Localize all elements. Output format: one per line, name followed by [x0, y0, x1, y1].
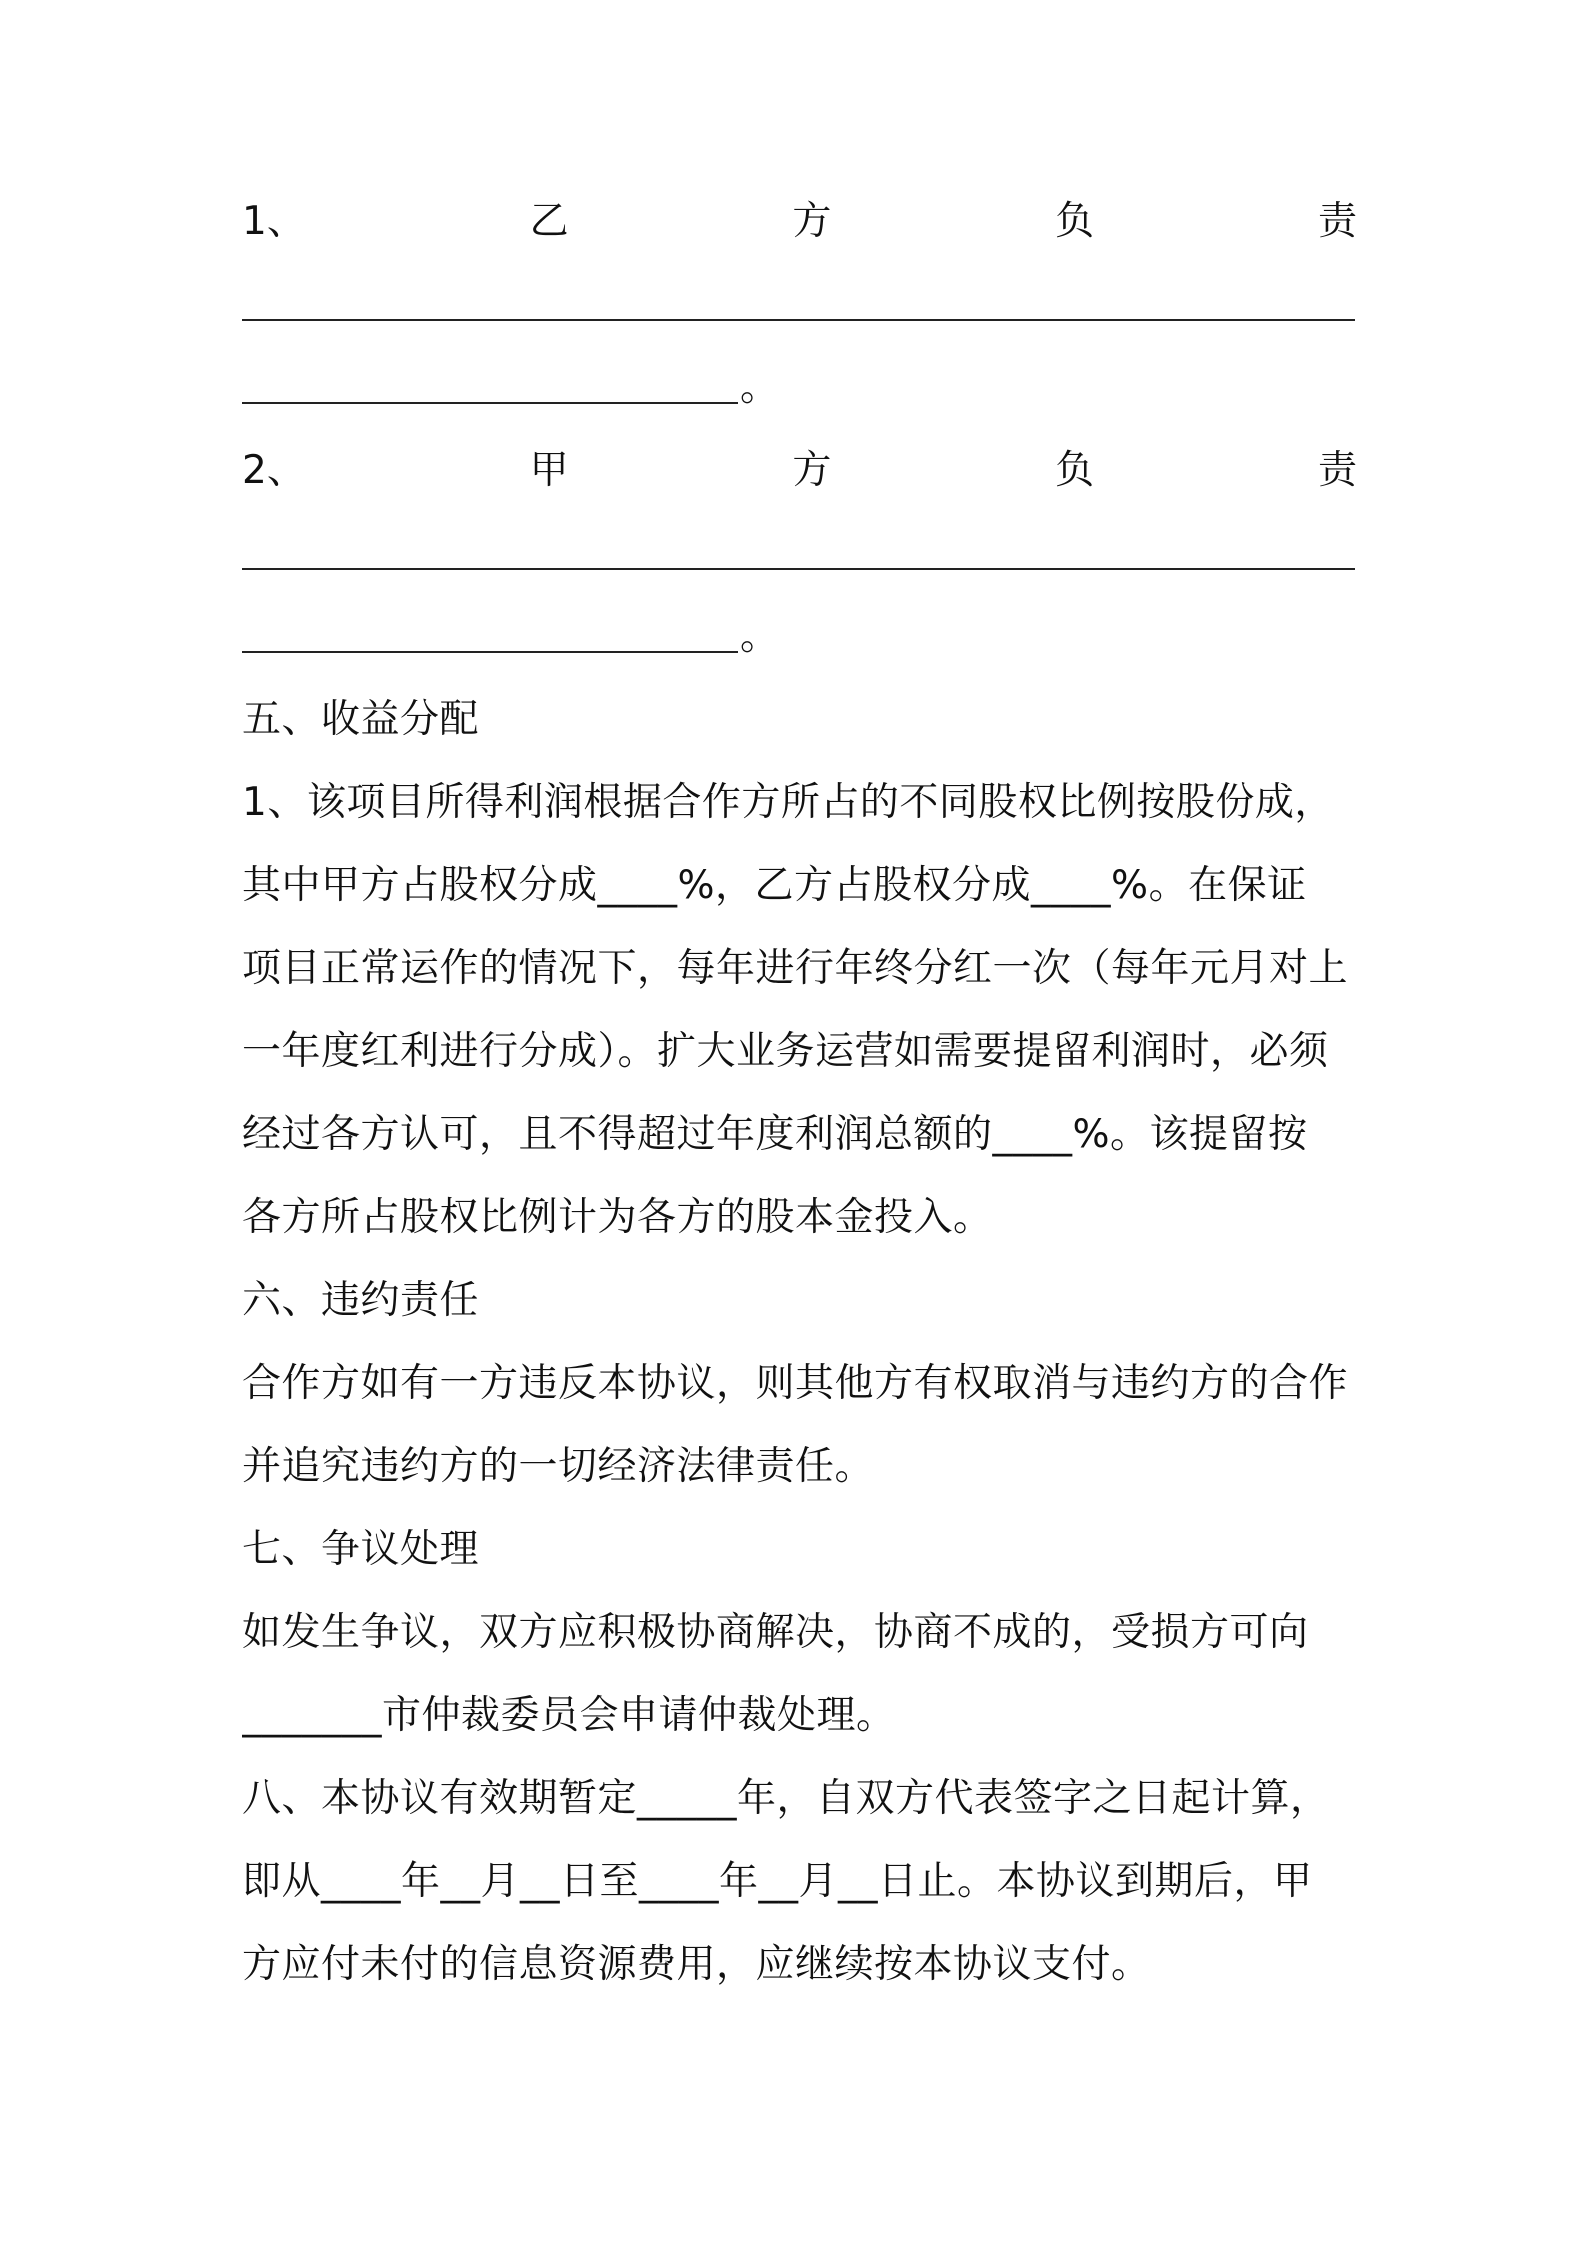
section-heading-dispute: 七、争议处理 [242, 1527, 480, 1572]
paragraph-line: 各方所占股权比例计为各方的股本金投入。 [242, 1195, 993, 1240]
paragraph-line: 合作方如有一方违反本协议，则其他方有权取消与违约方的合作 [242, 1361, 1349, 1406]
section-heading-breach: 六、违约责任 [242, 1278, 480, 1323]
item-2-char: 甲 [529, 448, 569, 493]
item-1-char: 责 [1317, 199, 1357, 244]
paragraph-line: 一年度红利进行分成）。扩大业务运营如需要提留利润时，必须 [242, 1029, 1329, 1074]
item-2-period: 。 [740, 614, 780, 659]
paragraph-line-validity: 八、本协议有效期暂定_____年，自双方代表签字之日起计算， [242, 1776, 1330, 1821]
item-1-number: 1、 [242, 199, 306, 244]
item-1-char: 乙 [529, 199, 569, 244]
item-1-period: 。 [740, 365, 780, 410]
item-2-char: 责 [1317, 448, 1357, 493]
paragraph-line: 如发生争议，双方应积极协商解决，协商不成的，受损方可向 [242, 1610, 1309, 1655]
item-2-char: 负 [1055, 448, 1095, 493]
paragraph-line: 项目正常运作的情况下，每年进行年终分红一次（每年元月对上 [242, 946, 1349, 991]
item-2-number: 2、 [242, 448, 306, 493]
item-2-char: 方 [792, 448, 832, 493]
paragraph-line: 即从____年__月__日至____年__月__日止。本协议到期后，甲 [242, 1859, 1313, 1904]
item-1-row [242, 180, 1357, 263]
paragraph-line: 经过各方认可，且不得超过年度利润总额的____%。该提留按 [242, 1112, 1308, 1157]
document-body [242, 180, 1357, 2006]
section-heading-profit: 五、收益分配 [242, 697, 480, 742]
item-1-blank-line [242, 263, 1357, 346]
paragraph-line: 其中甲方占股权分成____%，乙方占股权分成____%。在保证 [242, 863, 1307, 908]
item-2-blank-line-end [242, 595, 1357, 678]
paragraph-line: 1、该项目所得利润根据合作方所占的不同股权比例按股份成， [242, 780, 1334, 825]
paragraph-line: 方应付未付的信息资源费用，应继续按本协议支付。 [242, 1942, 1151, 1987]
item-2-row [242, 429, 1357, 512]
paragraph-line: _______市仲裁委员会申请仲裁处理。 [242, 1693, 896, 1738]
item-2-blank-line [242, 512, 1357, 595]
item-1-char: 负 [1055, 199, 1095, 244]
item-1-char: 方 [792, 199, 832, 244]
item-1-blank-line-end [242, 346, 1357, 429]
paragraph-line: 并追究违约方的一切经济法律责任。 [242, 1444, 875, 1489]
